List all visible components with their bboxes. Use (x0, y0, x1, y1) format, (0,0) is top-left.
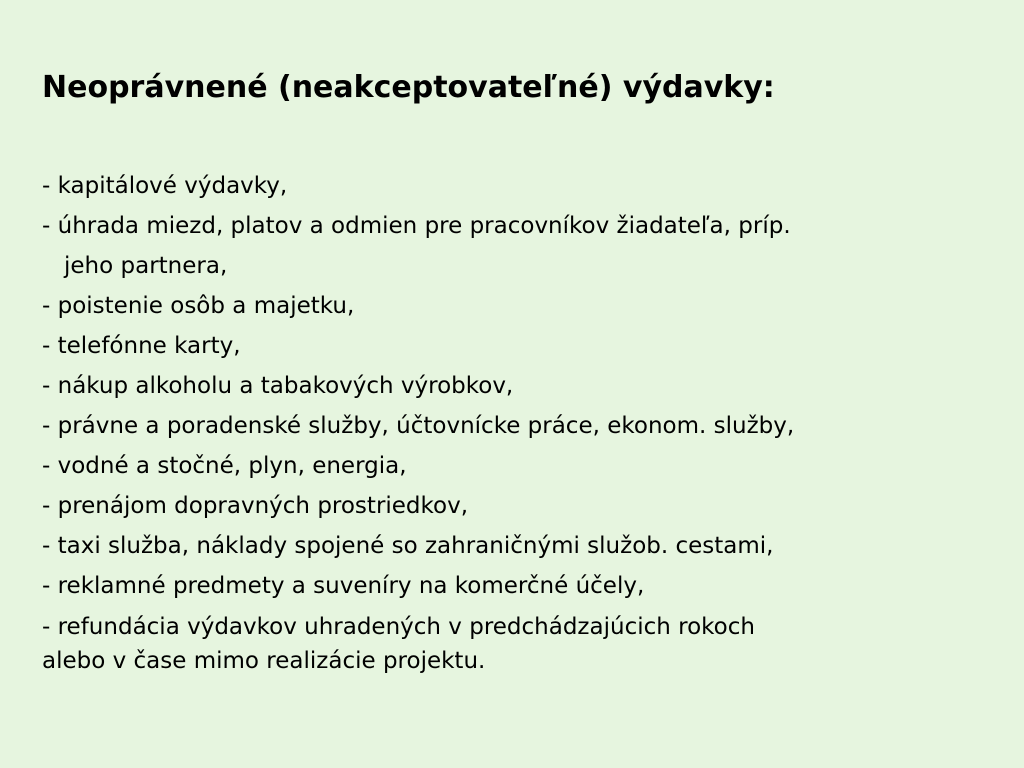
list-item: - reklamné predmety a suveníry na komerčné účely, (42, 573, 645, 599)
slide-title: Neoprávnené (neakceptovateľné) výdavky: (42, 70, 775, 105)
list-item: - prenájom dopravných prostriedkov, (42, 493, 469, 519)
list-item: - nákup alkoholu a tabakových výrobkov, (42, 373, 514, 399)
ineligible-expenses-list (42, 166, 794, 678)
list-item: - úhrada miezd, platov a odmien pre pracovníkov žiadateľa, príp. (42, 213, 791, 239)
list-item: - telefónne karty, (42, 333, 241, 359)
list-item: - refundácia výdavkov uhradených v predchádzajúcich rokoch (42, 614, 755, 640)
list-item: - taxi služba, náklady spojené so zahraničnými služob. cestami, (42, 533, 774, 559)
list-item: - kapitálové výdavky, (42, 173, 288, 199)
list-item: - poistenie osôb a majetku, (42, 293, 355, 319)
list-item: - právne a poradenské služby, účtovnícke práce, ekonom. služby, (42, 413, 795, 439)
list-item-continuation: jeho partnera, (64, 253, 228, 279)
list-item: - vodné a stočné, plyn, energia, (42, 453, 407, 479)
list-item-continuation: alebo v čase mimo realizácie projektu. (42, 648, 486, 674)
